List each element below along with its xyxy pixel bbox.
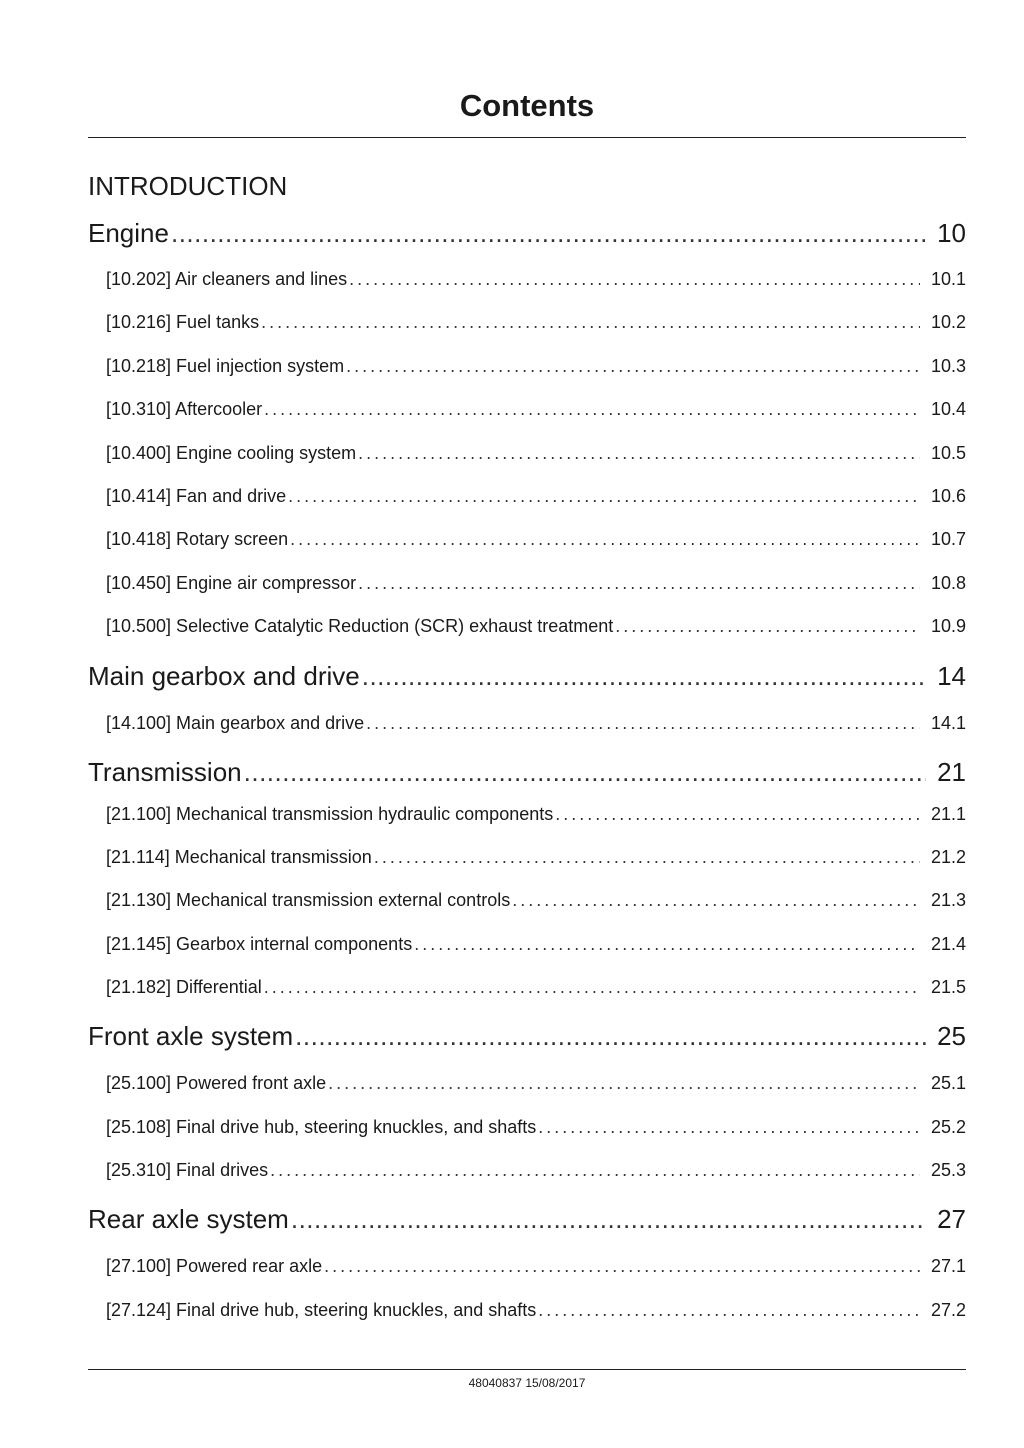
toc-section-title: [27.100] Powered rear axle (106, 1256, 323, 1276)
dot-leader (538, 1116, 920, 1138)
dot-leader (346, 355, 920, 377)
toc-section-page: 10.4 (930, 399, 966, 419)
dot-leader (374, 846, 920, 868)
toc-section[interactable] (106, 311, 966, 333)
toc-section-page: 10.6 (930, 486, 966, 506)
toc-chapter-title: Rear axle system (88, 1204, 289, 1234)
dot-leader (261, 311, 920, 333)
toc-section[interactable] (106, 615, 966, 637)
toc-chapter-page: 14 (937, 661, 966, 691)
toc-section[interactable] (106, 528, 966, 550)
toc-section[interactable] (106, 1072, 966, 1094)
toc-section[interactable] (106, 976, 966, 998)
toc-chapter-title: Engine (88, 218, 169, 248)
page-title: Contents (459, 88, 595, 123)
dot-leader (295, 1021, 926, 1051)
dot-leader (362, 661, 926, 691)
intro-heading: INTRODUCTION (88, 171, 288, 201)
toc-section[interactable] (106, 1116, 966, 1138)
toc-section-page: 21.5 (930, 977, 966, 997)
toc-chapter[interactable] (88, 218, 966, 248)
toc-section[interactable] (106, 572, 966, 594)
dot-leader (270, 1159, 920, 1181)
toc-section-page: 10.1 (930, 269, 966, 289)
dot-leader (264, 398, 920, 420)
dot-leader (615, 615, 920, 637)
dot-leader (171, 218, 926, 248)
toc-section[interactable] (106, 485, 966, 507)
toc-section-page: 21.2 (930, 847, 966, 867)
toc-section-title: [21.145] Gearbox internal components (106, 934, 413, 954)
toc-chapter-page: 21 (937, 757, 966, 787)
footer-divider (88, 1369, 966, 1370)
toc-section-title: [27.124] Final drive hub, steering knuckles, and shafts (106, 1300, 537, 1320)
dot-leader (288, 485, 920, 507)
toc-section-title: [10.202] Air cleaners and lines (106, 269, 348, 289)
toc-section-title: [21.114] Mechanical transmission (106, 847, 372, 867)
toc-section-page: 10.7 (930, 529, 966, 549)
toc-chapter[interactable] (88, 1204, 966, 1234)
toc-chapter-title: Main gearbox and drive (88, 661, 360, 691)
toc-section[interactable] (106, 355, 966, 377)
toc-section-title: [14.100] Main gearbox and drive (106, 713, 365, 733)
toc-section-page: 21.4 (930, 934, 966, 954)
dot-leader (538, 1299, 920, 1321)
toc-section-page: 10.9 (930, 616, 966, 636)
toc-section-title: [10.310] Aftercooler (106, 399, 263, 419)
dot-leader (324, 1255, 920, 1277)
toc-section[interactable] (106, 889, 966, 911)
footer-doc-id: 48040837 15/08/2017 (468, 1376, 586, 1390)
toc-chapter-title: Transmission (88, 757, 242, 787)
toc-section[interactable] (106, 933, 966, 955)
dot-leader (555, 803, 920, 825)
dot-leader (358, 572, 920, 594)
toc-section-title: [10.500] Selective Catalytic Reduction (SCR) exhaust treatment (106, 616, 614, 636)
toc-section-title: [25.108] Final drive hub, steering knuckles, and shafts (106, 1117, 537, 1137)
dot-leader (349, 268, 920, 290)
toc-section-page: 10.5 (930, 443, 966, 463)
toc-chapter[interactable] (88, 661, 966, 691)
toc-section-title: [25.310] Final drives (106, 1160, 269, 1180)
toc-section-page: 21.1 (930, 804, 966, 824)
toc-section-title: [10.216] Fuel tanks (106, 312, 260, 332)
toc-section-title: [10.418] Rotary screen (106, 529, 289, 549)
toc-section-page: 25.2 (930, 1117, 966, 1137)
header-divider (88, 137, 966, 138)
toc-section-title: [25.100] Powered front axle (106, 1073, 327, 1093)
dot-leader (328, 1072, 920, 1094)
dot-leader (366, 712, 920, 734)
toc-section-page: 10.8 (930, 573, 966, 593)
toc-section-page: 10.3 (930, 356, 966, 376)
toc-section-title: [10.400] Engine cooling system (106, 443, 357, 463)
toc-chapter[interactable] (88, 757, 966, 787)
toc-section-page: 21.3 (930, 890, 966, 910)
toc-section[interactable] (106, 268, 966, 290)
toc-chapter[interactable] (88, 1021, 966, 1051)
toc-chapter-page: 25 (937, 1021, 966, 1051)
toc-section-page: 14.1 (930, 713, 966, 733)
toc-section[interactable] (106, 846, 966, 868)
toc-section-title: [21.182] Differential (106, 977, 262, 997)
toc-section[interactable] (106, 712, 966, 734)
toc-chapter-page: 27 (937, 1204, 966, 1234)
dot-leader (291, 1204, 926, 1234)
toc-section[interactable] (106, 1255, 966, 1277)
toc-section-title: [21.100] Mechanical transmission hydraulic components (106, 804, 554, 824)
toc-section-title: [21.130] Mechanical transmission external controls (106, 890, 511, 910)
dot-leader (244, 757, 926, 787)
toc-section-title: [10.450] Engine air compressor (106, 573, 357, 593)
toc-section[interactable] (106, 398, 966, 420)
toc-section-title: [10.218] Fuel injection system (106, 356, 345, 376)
toc-section-page: 25.1 (930, 1073, 966, 1093)
dot-leader (290, 528, 920, 550)
toc-section[interactable] (106, 1159, 966, 1181)
dot-leader (414, 933, 920, 955)
toc-section-page: 27.1 (930, 1256, 966, 1276)
toc-section-page: 27.2 (930, 1300, 966, 1320)
toc-section-page: 25.3 (930, 1160, 966, 1180)
toc-section[interactable] (106, 803, 966, 825)
toc-section[interactable] (106, 442, 966, 464)
dot-leader (264, 976, 920, 998)
toc-chapter-page: 10 (937, 218, 966, 248)
toc-section[interactable] (106, 1299, 966, 1321)
dot-leader (358, 442, 920, 464)
toc-chapter-title: Front axle system (88, 1021, 294, 1051)
toc-section-page: 10.2 (930, 312, 966, 332)
toc-section-title: [10.414] Fan and drive (106, 486, 287, 506)
dot-leader (512, 889, 920, 911)
